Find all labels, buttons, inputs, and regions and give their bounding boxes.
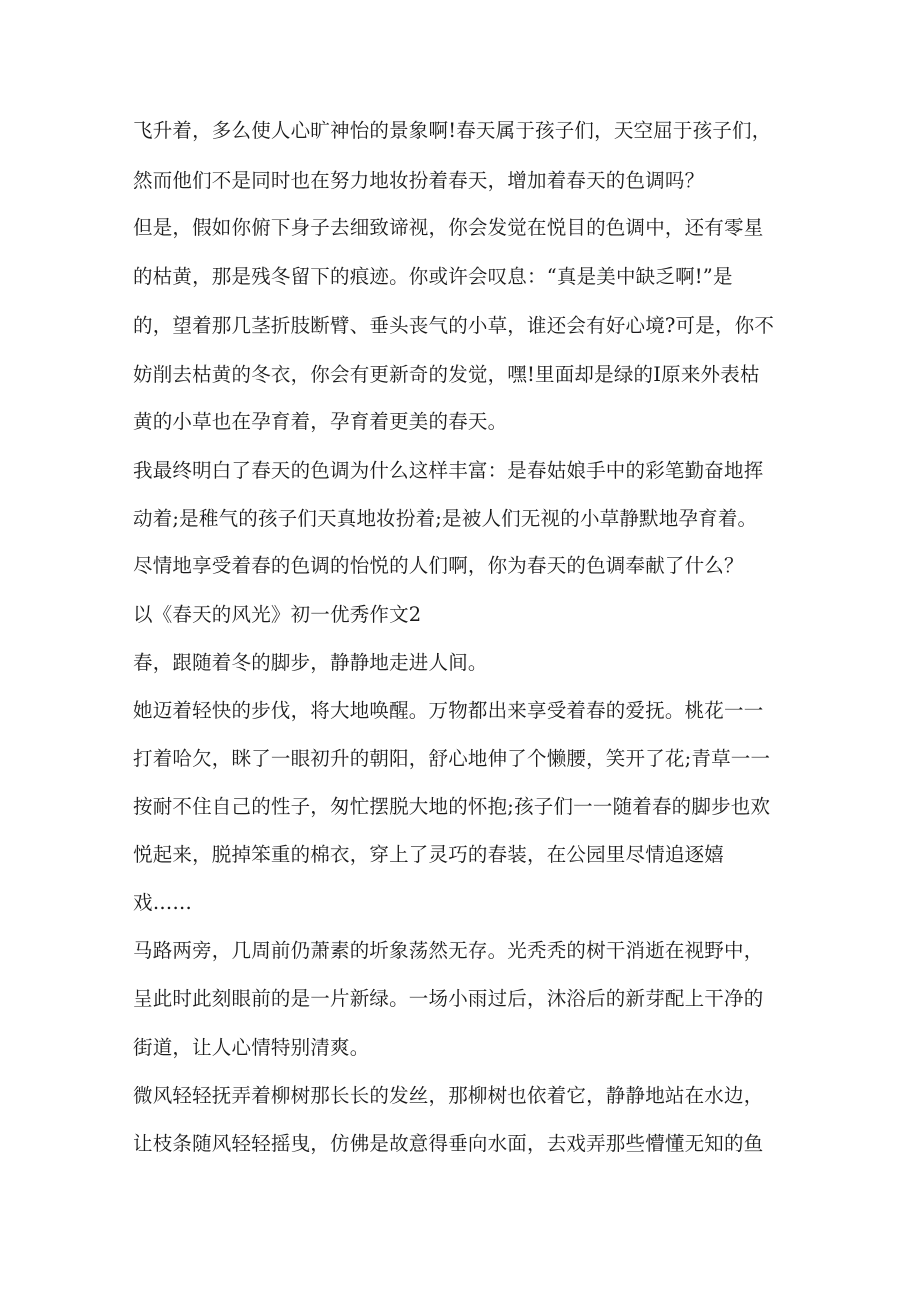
text-line: 的枯黄，那是残冬留下的痕迹。你或许会叹息：“真是美中缺乏啊!”是	[133, 265, 733, 288]
text-line: 春，跟随着冬的脚步，静静地走进人间。	[133, 651, 488, 674]
text-line: 呈此时此刻眼前的是一片新绿。一场小雨过后，沐浴后的新芽配上干净的	[133, 987, 764, 1010]
text-line: 她迈着轻快的步伐，将大地唤醒。万物都出来享受着春的爱抚。桃花一一	[133, 699, 764, 722]
text-line: 我最终明白了春天的色调为什么这样丰富：是春姑娘手中的彩笔勤奋地挥	[133, 459, 764, 482]
section-heading: 以《春天的风光》初一优秀作文2	[133, 603, 422, 626]
text-line: 妨削去枯黄的冬衣，你会有更新奇的发觉，嘿!里面却是绿的I原来外表枯	[133, 363, 760, 386]
text-line: 但是，假如你俯下身子去细致谛视，你会发觉在悦目的色调中，还有零星	[133, 216, 764, 239]
text-line: 马路两旁，几周前仍萧素的圻象荡然无存。光秃秃的树干消逝在视野中，	[133, 939, 764, 962]
text-line: 然而他们不是同时也在努力地妆扮着春天，增加着春天的色调吗？	[133, 169, 705, 192]
text-line: 微风轻轻抚弄着柳树那长长的发丝，那柳树也依着它，静静地站在水边，	[133, 1084, 764, 1107]
text-line: 街道，让人心情特别清爽。	[133, 1036, 370, 1059]
text-line: 打着哈欠，眯了一眼初升的朝阳，舒心地伸了个懒腰，笑开了花;青草一一	[133, 747, 771, 770]
text-line: 悦起来，脱掉笨重的棉衣，穿上了灵巧的春装，在公园里尽情追逐嬉	[133, 843, 725, 866]
text-line: 动着;是稚气的孩子们天真地妆扮着;是被人们无视的小草静默地孕育着。	[133, 507, 758, 530]
text-line: 尽情地享受着春的色调的怡悦的人们啊，你为春天的色调奉献了什么？	[133, 554, 744, 577]
text-line: 飞升着，多么使人心旷神怡的景象啊!春天属于孩子们，天空屈于孩子们，	[133, 119, 772, 142]
text-line: 黄的小草也在孕育着，孕育着更美的春天。	[133, 410, 508, 433]
text-line: 让枝条随风轻轻摇曳，仿佛是故意得垂向水面，去戏弄那些懵懂无知的鱼	[133, 1132, 764, 1155]
text-line: 的，望着那几茎折肢断臂、垂头丧气的小草，谁还会有好心境?可是，你不	[133, 314, 775, 337]
text-line: 戏……	[133, 891, 193, 914]
text-line: 按耐不住自己的性子，匆忙摆脱大地的怀抱;孩子们一一随着春的脚步也欢	[133, 795, 771, 818]
